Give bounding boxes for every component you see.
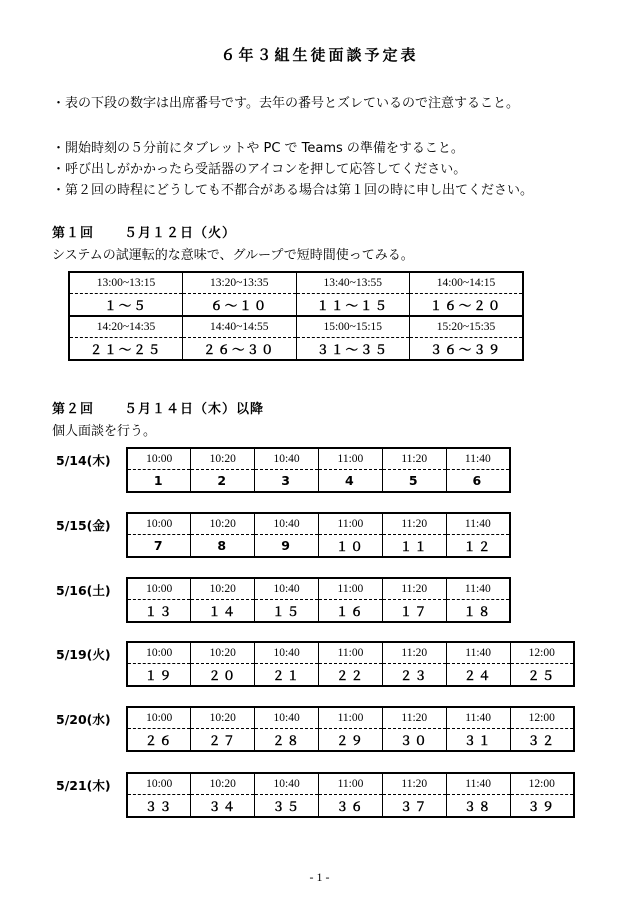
session1-time-cell: 15:00~15:15 (296, 316, 410, 338)
slot-time: 11:00 (319, 707, 383, 729)
slot-student-number: 1 (127, 470, 191, 493)
slot-student-number: ３９ (510, 795, 574, 818)
session1-table (68, 271, 524, 361)
slot-student-number: ２９ (319, 729, 383, 752)
slot-time: 10:40 (255, 642, 319, 664)
slot-student-number: ２８ (255, 729, 319, 752)
note-3: ・呼び出しがかかったら受話器のアイコンを押して応答してください。 (52, 162, 467, 177)
slot-time: 11:00 (318, 448, 382, 470)
slot-time: 11:40 (446, 707, 510, 729)
session1-description: システムの試運転的な意味で、グループで短時間使ってみる。 (52, 248, 414, 263)
slot-student-number: １６ (318, 600, 382, 623)
session1-time-cell: 14:00~14:15 (410, 272, 524, 294)
slot-student-number: 5 (382, 470, 446, 493)
slot-time: 12:00 (510, 707, 574, 729)
slot-student-number: ３１ (446, 729, 510, 752)
slot-student-number: １５ (255, 600, 319, 623)
note-1: ・表の下段の数字は出席番号です。去年の番号とズレているので注意すること。 (52, 96, 519, 111)
day-schedule-table (126, 447, 511, 493)
slot-time: 11:00 (319, 642, 383, 664)
slot-student-number: 8 (191, 535, 255, 558)
slot-time: 12:00 (510, 642, 574, 664)
slot-time: 11:40 (446, 513, 510, 535)
slot-student-number: １２ (446, 535, 510, 558)
day-schedule-table (126, 641, 575, 687)
slot-time: 10:40 (255, 773, 319, 795)
day-label: 5/20(水) (56, 712, 111, 727)
slot-time: 10:40 (255, 707, 319, 729)
slot-student-number: 6 (446, 470, 510, 493)
slot-time: 11:20 (382, 578, 446, 600)
slot-student-number: ２５ (510, 664, 574, 687)
note-4: ・第２回の時程にどうしても不都合がある場合は第１回の時に申し出てください。 (52, 183, 534, 198)
session2-heading (52, 398, 264, 417)
slot-time: 10:00 (127, 448, 191, 470)
slot-time: 10:40 (255, 578, 319, 600)
day-schedule-table (126, 706, 575, 752)
slot-time: 10:00 (127, 513, 191, 535)
day-schedule-table (126, 577, 511, 623)
slot-student-number: ２２ (319, 664, 383, 687)
slot-time: 10:00 (127, 773, 191, 795)
slot-time: 11:40 (446, 448, 510, 470)
session1-date: ５月１２日（火） (124, 226, 237, 241)
session1-number-cell: ３１～３５ (296, 338, 410, 361)
slot-time: 11:00 (319, 773, 383, 795)
slot-student-number: ３０ (382, 729, 446, 752)
slot-student-number: ２３ (382, 664, 446, 687)
session2-date: ５月１４日（木）以降 (124, 402, 265, 417)
slot-student-number: １０ (318, 535, 382, 558)
session1-number-cell: ６～１０ (183, 294, 297, 317)
slot-student-number: ２４ (446, 664, 510, 687)
slot-time: 10:40 (255, 448, 319, 470)
day-label: 5/19(火) (56, 647, 111, 662)
slot-time: 10:40 (255, 513, 319, 535)
session1-number-cell: ３６～３９ (410, 338, 524, 361)
day-label: 5/15(金) (56, 518, 111, 533)
slot-student-number: ３６ (319, 795, 383, 818)
session1-time-cell: 13:20~13:35 (183, 272, 297, 294)
session1-number-cell: ２６～３０ (183, 338, 297, 361)
page-number: - 1 - (309, 870, 330, 884)
slot-time: 10:20 (191, 448, 255, 470)
note-2: ・開始時刻の５分前にタブレットや PC で Teams の準備をすること。 (52, 141, 464, 156)
session1-label: 第１回 (52, 226, 95, 241)
slot-time: 11:20 (382, 707, 446, 729)
session1-time-cell: 14:40~14:55 (183, 316, 297, 338)
slot-time: 11:00 (318, 513, 382, 535)
session1-number-cell: １６～２０ (410, 294, 524, 317)
day-label: 5/16(土) (56, 583, 111, 598)
slot-time: 11:00 (318, 578, 382, 600)
slot-student-number: １４ (191, 600, 255, 623)
slot-student-number: 9 (255, 535, 319, 558)
slot-student-number: ３４ (191, 795, 255, 818)
slot-student-number: １８ (446, 600, 510, 623)
day-schedule-table (126, 512, 511, 558)
slot-time: 11:20 (382, 513, 446, 535)
session1-time-cell: 13:40~13:55 (296, 272, 410, 294)
slot-student-number: ３８ (446, 795, 510, 818)
slot-student-number: ２０ (191, 664, 255, 687)
day-label: 5/14(木) (56, 453, 111, 468)
slot-time: 11:20 (382, 448, 446, 470)
slot-time: 11:40 (446, 642, 510, 664)
slot-student-number: 2 (191, 470, 255, 493)
slot-time: 10:20 (191, 513, 255, 535)
day-schedule-table (126, 772, 575, 818)
slot-student-number: ３７ (382, 795, 446, 818)
slot-student-number: １３ (127, 600, 191, 623)
slot-student-number: ３２ (510, 729, 574, 752)
slot-student-number: ２７ (191, 729, 255, 752)
slot-time: 11:40 (446, 578, 510, 600)
slot-time: 12:00 (510, 773, 574, 795)
slot-time: 11:20 (382, 642, 446, 664)
page-title: ６年３組生徒面談予定表 (220, 46, 419, 64)
slot-student-number: 3 (255, 470, 319, 493)
slot-time: 10:20 (191, 578, 255, 600)
slot-time: 10:00 (127, 642, 191, 664)
slot-time: 10:20 (191, 707, 255, 729)
slot-student-number: １１ (382, 535, 446, 558)
slot-student-number: ２６ (127, 729, 191, 752)
slot-time: 10:00 (127, 707, 191, 729)
slot-time: 11:40 (446, 773, 510, 795)
day-label: 5/21(木) (56, 778, 111, 793)
slot-student-number: １７ (382, 600, 446, 623)
session1-number-cell: １～５ (69, 294, 183, 317)
slot-student-number: １９ (127, 664, 191, 687)
slot-time: 10:20 (191, 642, 255, 664)
session1-number-cell: ２１～２５ (69, 338, 183, 361)
slot-time: 10:20 (191, 773, 255, 795)
session1-time-cell: 13:00~13:15 (69, 272, 183, 294)
session2-label: 第２回 (52, 402, 95, 417)
slot-time: 10:00 (127, 578, 191, 600)
slot-student-number: ３５ (255, 795, 319, 818)
slot-student-number: ３３ (127, 795, 191, 818)
session1-time-cell: 15:20~15:35 (410, 316, 524, 338)
slot-time: 11:20 (382, 773, 446, 795)
session1-number-cell: １１～１５ (296, 294, 410, 317)
slot-student-number: 7 (127, 535, 191, 558)
session1-heading (52, 222, 236, 241)
session1-time-cell: 14:20~14:35 (69, 316, 183, 338)
slot-student-number: ２１ (255, 664, 319, 687)
session2-description: 個人面談を行う。 (52, 424, 157, 439)
slot-student-number: 4 (318, 470, 382, 493)
